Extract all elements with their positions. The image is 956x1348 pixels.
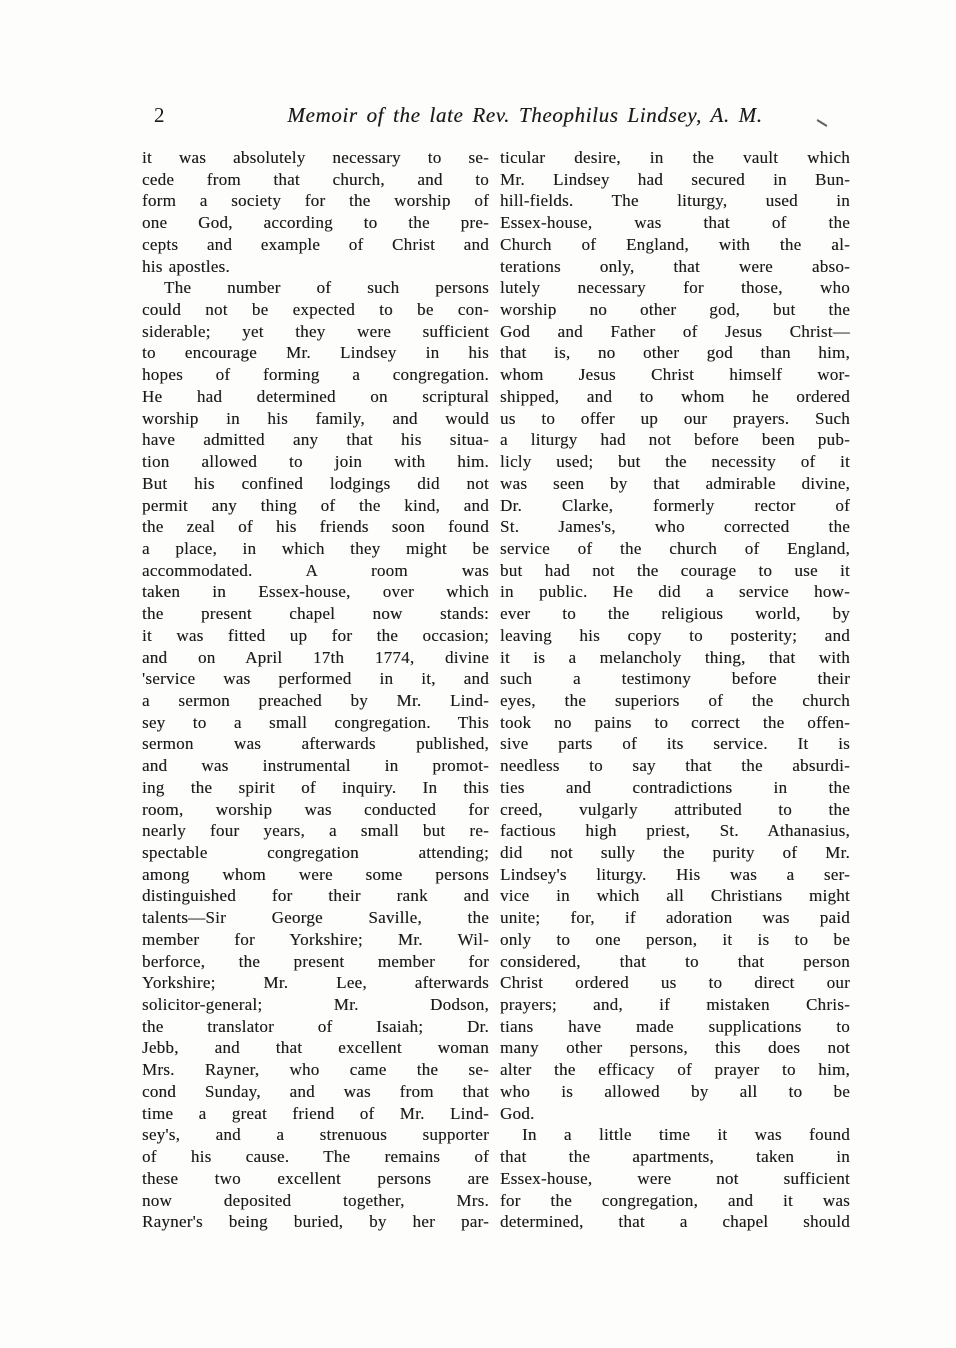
text-line: Mrs. Rayner, who came the se- — [142, 1060, 489, 1080]
text-line: sey to a small congregation. This — [142, 712, 489, 732]
text-line: one God, according to the pre- — [142, 213, 489, 233]
text-line: terations only, that were abso- — [500, 256, 850, 276]
text-line: He had determined on scriptural — [142, 386, 489, 406]
text-line: cede from that church, and to — [142, 169, 489, 189]
text-line: prayers; and, if mistaken Chris- — [500, 995, 850, 1015]
text-line: ties and contradictions in the — [500, 777, 850, 797]
text-line: it was fitted up for the occasion; — [142, 625, 489, 645]
text-line: Church of England, with the al- — [500, 234, 850, 254]
text-line: hopes of forming a congregation. — [142, 365, 489, 385]
text-line: Jebb, and that excellent woman — [142, 1038, 489, 1058]
text-line: a liturgy had not before been pub- — [500, 430, 850, 450]
text-line: factious high priest, St. Athanasius, — [500, 821, 850, 841]
text-line: sive parts of its service. It is — [500, 734, 850, 754]
text-line: could not be expected to be con- — [142, 300, 489, 320]
text-line: God. — [500, 1103, 535, 1123]
text-line: sey's, and a strenuous supporter — [142, 1125, 489, 1145]
text-line: that is, no other god than him, — [500, 343, 850, 363]
text-line: Essex-house, was that of the — [500, 213, 850, 233]
text-line: but had not the courage to use it — [500, 560, 850, 580]
text-line: licly used; but the necessity of it — [500, 452, 850, 472]
text-line: that the apartments, taken in — [500, 1147, 850, 1167]
text-line: permit any thing of the kind, and — [142, 495, 489, 515]
text-line: unite; for, if adoration was paid — [500, 908, 850, 928]
text-line: accommodated. A room was — [142, 560, 489, 580]
text-line: God and Father of Jesus Christ— — [500, 321, 850, 341]
text-line: us to offer up our prayers. Such — [500, 408, 850, 428]
text-line: and was instrumental in promot- — [142, 756, 489, 776]
page-number: 2 — [154, 103, 165, 127]
text-line: ticular desire, in the vault which — [500, 148, 850, 167]
text-line: the present chapel now stands: — [142, 604, 489, 624]
text-line: service of the church of England, — [500, 538, 850, 558]
text-line: spectable congregation attending; — [142, 843, 489, 862]
text-line: his apostles. — [142, 256, 230, 276]
text-line: shipped, and to whom he ordered — [500, 386, 850, 406]
text-line: and on April 17th 1774, divine — [142, 647, 489, 667]
text-line: was seen by that admirable divine, — [500, 473, 850, 493]
text-line: alter the efficacy of prayer to him, — [500, 1060, 850, 1080]
text-line: cond Sunday, and was from that — [142, 1081, 489, 1101]
text-line: hill-fields. The liturgy, used in — [500, 191, 850, 211]
text-line: ing the spirit of inquiry. In this — [142, 777, 489, 797]
text-line: it was absolutely necessary to se- — [142, 148, 489, 167]
text-line: to encourage Mr. Lindsey in his — [142, 343, 489, 363]
text-line: have admitted any that his situa- — [142, 430, 489, 450]
text-line: talents—Sir George Saville, the — [142, 908, 489, 928]
text-line: considered, that to that person — [500, 951, 850, 971]
text-line: Dr. Clarke, formerly rector of — [500, 495, 850, 515]
text-line: St. James's, who corrected the — [500, 517, 850, 537]
text-line: form a society for the worship of — [142, 191, 489, 211]
text-line: vice in which all Christians might — [500, 886, 850, 906]
text-line: worship no other god, but the — [500, 300, 850, 320]
text-line: creed, vulgarly attributed to the — [500, 799, 850, 819]
text-line: the zeal of his friends soon found — [142, 517, 489, 537]
text-line: ever to the religious world, by — [500, 604, 850, 624]
text-line: Essex-house, were not sufficient — [500, 1168, 850, 1188]
text-line: sermon was afterwards published, — [142, 734, 489, 754]
running-header — [140, 103, 856, 135]
text-line: worship in his family, and would — [142, 408, 489, 428]
text-line: tians have made supplications to — [500, 1016, 850, 1036]
text-line: berforce, the present member for — [142, 951, 489, 971]
text-line: in public. He did a service how- — [500, 582, 850, 602]
text-line: it is a melancholy thing, that with — [500, 647, 850, 667]
text-line: eyes, the superiors of the church — [500, 690, 850, 710]
text-line: 'service was performed in it, and — [142, 669, 489, 689]
text-line: member for Yorkshire; Mr. Wil- — [142, 929, 489, 949]
text-line: a sermon preached by Mr. Lind- — [142, 690, 489, 710]
text-line: leaving his copy to posterity; and — [500, 625, 850, 645]
text-line: distinguished for their rank and — [142, 886, 489, 906]
text-line: lutely necessary for those, who — [500, 278, 850, 298]
right-column — [500, 147, 850, 1233]
text-line: these two excellent persons are — [142, 1168, 489, 1188]
text-line: Lindsey's liturgy. His was a ser- — [500, 864, 850, 884]
text-line: taken in Essex-house, over which — [142, 582, 489, 602]
text-line: for the congregation, and it was — [500, 1190, 850, 1210]
text-line: Mr. Lindsey had secured in Bun- — [500, 169, 850, 189]
text-line: did not sully the purity of Mr. — [500, 843, 850, 862]
text-line: Yorkshire; Mr. Lee, afterwards — [142, 973, 489, 993]
text-line: many other persons, this does not — [500, 1038, 850, 1058]
text-line: the translator of Isaiah; Dr. — [142, 1016, 489, 1036]
text-line: a place, in which they might be — [142, 538, 489, 558]
text-line: of his cause. The remains of — [142, 1147, 489, 1167]
text-line: who is allowed by all to be — [500, 1081, 850, 1101]
text-line: The number of such persons — [164, 278, 489, 298]
text-line: now deposited together, Mrs. — [142, 1190, 489, 1210]
text-line: needless to say that the absurdi- — [500, 756, 850, 776]
text-line: siderable; yet they were sufficient — [142, 321, 489, 341]
text-line: In a little time it was found — [522, 1125, 850, 1145]
text-line: time a great friend of Mr. Lind- — [142, 1103, 489, 1123]
text-line: only to one person, it is to be — [500, 929, 850, 949]
text-line: such a testimony before their — [500, 669, 850, 689]
text-line: Christ ordered us to direct our — [500, 973, 850, 993]
text-line: Rayner's being buried, by her par- — [142, 1212, 489, 1232]
text-line: room, worship was conducted for — [142, 799, 489, 819]
left-column — [142, 147, 489, 1233]
text-line: nearly four years, a small but re- — [142, 821, 489, 841]
text-line: tion allowed to join with him. — [142, 452, 489, 472]
text-line: among whom were some persons — [142, 864, 489, 884]
text-line: took no pains to correct the offen- — [500, 712, 850, 732]
text-line: solicitor-general; Mr. Dodson, — [142, 995, 489, 1015]
text-line: cepts and example of Christ and — [142, 234, 489, 254]
text-line: determined, that a chapel should — [500, 1212, 850, 1232]
text-line: whom Jesus Christ himself wor- — [500, 365, 850, 385]
text-line: But his confined lodgings did not — [142, 473, 489, 493]
header-title: Memoir of the late Rev. Theophilus Lindsey, A. M. — [287, 103, 763, 127]
